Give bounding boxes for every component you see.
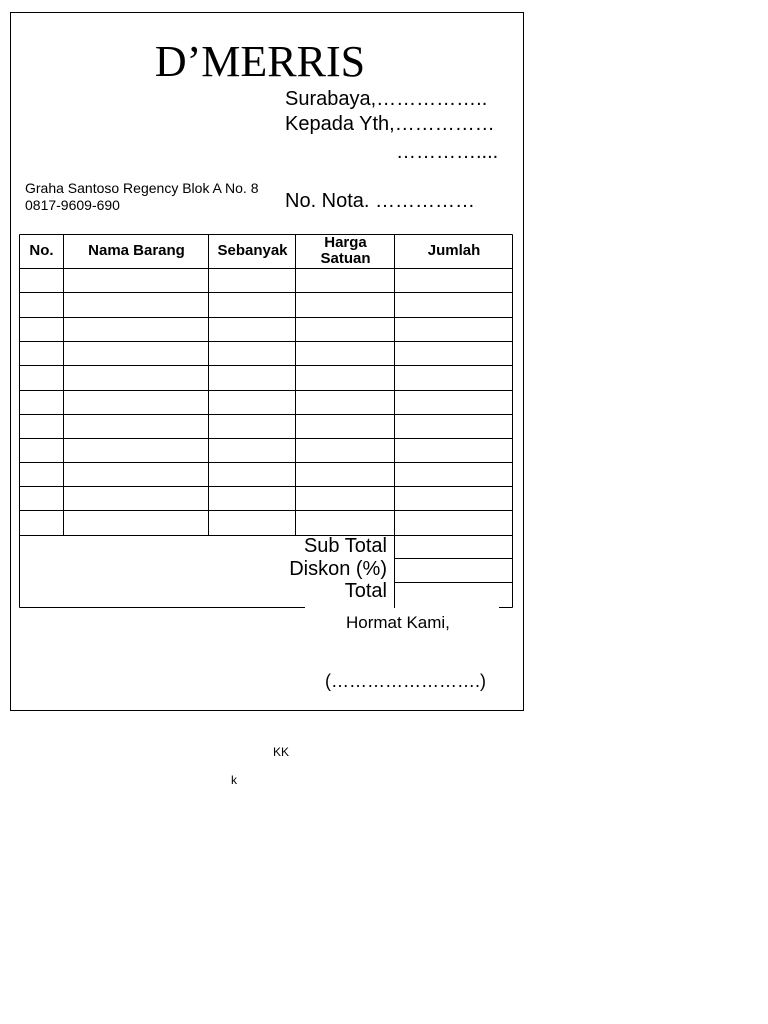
column-header-item-name: Nama Barang [88, 242, 185, 259]
items-table [19, 234, 513, 608]
store-address: Graha Santoso Regency Blok A No. 8 [25, 180, 259, 196]
column-header-quantity: Sebanyak [217, 242, 288, 259]
stray-mark-k: k [231, 773, 237, 787]
invoice-number-field: No. Nota. …………… [285, 190, 476, 212]
column-header-no: No. [29, 242, 54, 259]
recipient-field: Kepada Yth,…………… [285, 113, 495, 135]
recipient-continuation: ………….... [396, 141, 499, 163]
total-label: Total [344, 580, 387, 602]
column-header-unit-price: Harga Satuan [320, 234, 371, 267]
signature-line: (…………………….) [325, 671, 486, 691]
subtotal-label: Sub Total [303, 535, 387, 557]
city-date-field: Surabaya,…………….. [285, 88, 488, 110]
column-header-amount: Jumlah [427, 242, 481, 259]
discount-label: Diskon (%) [289, 558, 387, 580]
regards-text: Hormat Kami, [346, 613, 450, 632]
table-grid-lines [19, 234, 513, 608]
store-phone: 0817-9609-690 [25, 197, 120, 213]
stray-mark-kk: KK [273, 745, 290, 759]
store-name: D’MERRIS [154, 37, 366, 86]
